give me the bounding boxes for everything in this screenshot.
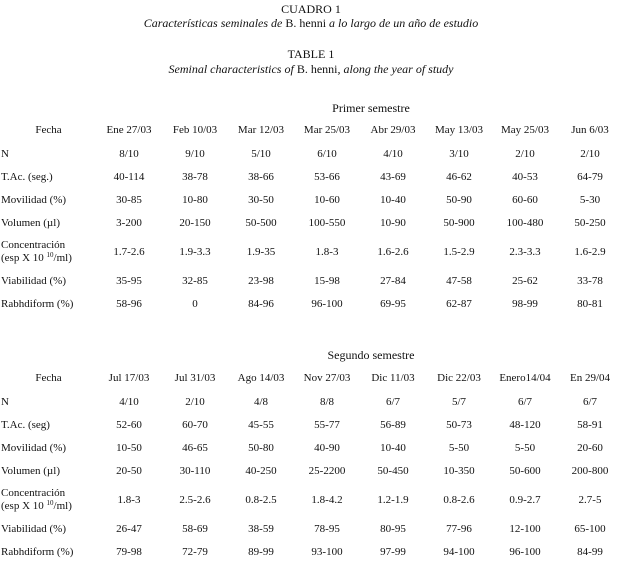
table-cell: 2.3-3.3 — [509, 245, 541, 258]
concentracion-label: Concentración — [1, 238, 66, 251]
table-cell: 30-110 — [179, 464, 211, 477]
row-label: N — [1, 147, 9, 160]
table-cell: 1.8-3 — [117, 493, 141, 506]
table-cell: 10-80 — [182, 193, 208, 206]
table-cell: 0.9-2.7 — [509, 493, 541, 506]
table-cell: 10-40 — [380, 193, 406, 206]
table-cell: 40-53 — [512, 170, 538, 183]
row-label: T.Ac. (seg.) — [1, 170, 53, 183]
table-cell: 33-78 — [577, 274, 603, 287]
date-header: Dic 11/03 — [371, 372, 415, 384]
row-label — [0, 234, 96, 269]
volumen-row — [0, 459, 622, 482]
table-cell: 20-150 — [179, 216, 211, 229]
n-row — [0, 390, 622, 413]
table-cell: 1.9-3.3 — [179, 245, 211, 258]
table-cell: 56-89 — [380, 418, 406, 431]
table-cell: 50-80 — [248, 441, 274, 454]
table-cell: 200-800 — [571, 464, 609, 477]
table-cell: 10-60 — [314, 193, 340, 206]
date-header: Enero14/04 — [499, 372, 551, 384]
table-cell: 12-100 — [509, 522, 541, 535]
table-cell: 47-58 — [446, 274, 472, 287]
table-cell: 100-550 — [308, 216, 346, 229]
table-cell: 2.5-2.6 — [179, 493, 211, 506]
table-cell: 10-40 — [380, 441, 406, 454]
table-cell: 1.9-35 — [246, 245, 276, 258]
table-cell: 84-99 — [577, 545, 603, 558]
viabilidad-row — [0, 517, 622, 540]
date-header: Abr 29/03 — [370, 124, 416, 136]
table-cell: 97-99 — [380, 545, 406, 558]
semester2-title: Segundo semestre — [327, 348, 415, 362]
table-cell: 1.8-3 — [315, 245, 339, 258]
row-label: Movilidad (%) — [1, 441, 67, 454]
table-cell: 25-62 — [512, 274, 538, 287]
n-row — [0, 142, 622, 165]
table-cell: 23-98 — [248, 274, 274, 287]
table-cell: 0.8-2.6 — [443, 493, 475, 506]
row-label: N — [1, 395, 9, 408]
table-cell: 45-55 — [248, 418, 274, 431]
table-cell: 48-120 — [509, 418, 541, 431]
table-cell: 53-66 — [314, 170, 340, 183]
table-cell: 93-100 — [311, 545, 343, 558]
table-cell: 4/10 — [383, 147, 403, 160]
table-cell: 38-59 — [248, 522, 274, 535]
tac-row — [0, 165, 622, 188]
table-cell: 10-50 — [116, 441, 142, 454]
table-cell: 32-85 — [182, 274, 208, 287]
concentracion-unit — [1, 252, 96, 265]
caption-es-species: B. henni — [285, 16, 327, 30]
concentracion-label: Concentración — [1, 486, 66, 499]
table-cell: 5-50 — [514, 441, 536, 454]
table-cell: 60-60 — [512, 193, 538, 206]
caption-es-prefix: Características seminales de — [143, 16, 286, 30]
semester2-table — [0, 366, 622, 563]
table-cell: 58-96 — [116, 297, 142, 310]
table-cell: 40-114 — [113, 170, 145, 183]
row-label: Fecha — [35, 124, 62, 136]
table-cell: 6/7 — [517, 395, 533, 408]
semester1-table — [0, 118, 622, 315]
table-cell: 84-96 — [248, 297, 274, 310]
table-cell: 43-69 — [380, 170, 406, 183]
table-cell: 4/10 — [119, 395, 139, 408]
table-cell: 1.8-4.2 — [311, 493, 343, 506]
date-header: Ago 14/03 — [237, 372, 285, 384]
row-label — [0, 482, 96, 517]
table-cell: 65-100 — [574, 522, 606, 535]
table-cell: 50-250 — [574, 216, 606, 229]
caption-en-species: B. henni — [296, 62, 338, 76]
table-cell: 60-70 — [182, 418, 208, 431]
table-cell: 1.7-2.6 — [113, 245, 145, 258]
table-cell: 35-95 — [116, 274, 142, 287]
date-header: May 25/03 — [501, 124, 549, 136]
table-cell: 38-66 — [248, 170, 274, 183]
table-cell: 55-77 — [314, 418, 340, 431]
concentracion-row — [0, 234, 622, 269]
table-cell: 64-79 — [577, 170, 603, 183]
viabilidad-row — [0, 269, 622, 292]
table-cell: 3/10 — [449, 147, 469, 160]
table-cell: 50-90 — [446, 193, 472, 206]
unit-prefix: (esp X 10 — [1, 499, 47, 512]
table-cell: 50-600 — [509, 464, 541, 477]
table-cell: 9/10 — [185, 147, 205, 160]
table-cell: 50-900 — [443, 216, 475, 229]
semester1-title: Primer semestre — [332, 101, 410, 115]
table-cell: 46-65 — [182, 441, 208, 454]
row-label: Viabilidad (%) — [1, 522, 67, 535]
unit-suffix: /ml) — [53, 499, 72, 512]
table-cell: 89-99 — [248, 545, 274, 558]
table-cell: 2.7-5 — [578, 493, 602, 506]
row-label: Fecha — [35, 372, 62, 384]
table-cell: 52-60 — [116, 418, 142, 431]
table-cell: 50-500 — [245, 216, 277, 229]
table-cell: 8/8 — [319, 395, 335, 408]
row-label: Volumen (µl) — [1, 464, 60, 477]
table-cell: 8/10 — [119, 147, 139, 160]
table-cell: 20-60 — [577, 441, 603, 454]
table-cell: 10-90 — [380, 216, 406, 229]
date-header: En 29/04 — [569, 372, 611, 384]
table-cell: 58-69 — [182, 522, 208, 535]
tac-row — [0, 413, 622, 436]
table-cell: 15-98 — [314, 274, 340, 287]
table-cell: 2/10 — [185, 395, 205, 408]
table-cell: 20-50 — [116, 464, 142, 477]
table-cell: 40-250 — [245, 464, 277, 477]
table-cell: 1.5-2.9 — [443, 245, 475, 258]
table-cell: 26-47 — [116, 522, 142, 535]
table-cell: 100-480 — [506, 216, 544, 229]
table-cell: 27-84 — [380, 274, 406, 287]
table-cell: 96-100 — [509, 545, 541, 558]
table-cell: 98-99 — [512, 297, 538, 310]
caption-es-suffix: a lo largo de un año de estudio — [326, 16, 479, 30]
table-cell: 40-90 — [314, 441, 340, 454]
caption-en-prefix: Seminal characteristics of — [168, 62, 297, 76]
table-cell: 30-50 — [248, 193, 274, 206]
row-label: Rabhdiform (%) — [1, 297, 74, 310]
table-cell: 10-350 — [443, 464, 475, 477]
rabhdiform-row — [0, 540, 622, 563]
table-cell: 6/7 — [582, 395, 598, 408]
concentracion-unit — [1, 500, 96, 513]
row-label: Rabhdiform (%) — [1, 545, 74, 558]
date-header: Nov 27/03 — [303, 372, 351, 384]
rabhdiform-row — [0, 292, 622, 315]
row-label: Movilidad (%) — [1, 193, 67, 206]
table-cell: 50-73 — [446, 418, 472, 431]
table-cell: 5-30 — [579, 193, 601, 206]
table-cell: 5-50 — [448, 441, 470, 454]
table-cell: 96-100 — [311, 297, 343, 310]
table-cell: 58-91 — [577, 418, 603, 431]
table-cell: 6/10 — [317, 147, 337, 160]
caption-text-en — [0, 62, 622, 76]
date-row — [0, 118, 622, 142]
date-header: Jul 31/03 — [174, 372, 216, 384]
table-cell: 0 — [192, 297, 198, 310]
unit-suffix: /ml) — [53, 251, 72, 264]
date-header: Mar 12/03 — [237, 124, 285, 136]
movilidad-row — [0, 188, 622, 211]
table-cell: 69-95 — [380, 297, 406, 310]
table-cell: 2/10 — [515, 147, 535, 160]
row-label: Viabilidad (%) — [1, 274, 67, 287]
table-cell: 94-100 — [443, 545, 475, 558]
semester1-body — [0, 118, 622, 315]
table-cell: 77-96 — [446, 522, 472, 535]
date-header: Mar 25/03 — [303, 124, 351, 136]
table-cell: 50-450 — [377, 464, 409, 477]
semester2-body — [0, 366, 622, 563]
date-header: Jun 6/03 — [571, 124, 609, 136]
caption-en-suffix: , along the year of study — [337, 62, 454, 76]
caption-label-es: CUADRO 1 — [281, 2, 341, 16]
unit-prefix: (esp X 10 — [1, 251, 47, 264]
table-cell: 30-85 — [116, 193, 142, 206]
row-label: Volumen (µl) — [1, 216, 60, 229]
table-cell: 79-98 — [116, 545, 142, 558]
unit-exponent: 10 — [46, 498, 54, 507]
caption-label-en: TABLE 1 — [287, 47, 335, 61]
table-cell: 3-200 — [116, 216, 142, 229]
table-cell: 80-81 — [577, 297, 603, 310]
table-cell: 25-2200 — [308, 464, 346, 477]
date-header: Feb 10/03 — [172, 124, 218, 136]
table-cell: 46-62 — [446, 170, 472, 183]
table-cell: 62-87 — [446, 297, 472, 310]
caption-text-es — [0, 16, 622, 30]
date-row — [0, 366, 622, 390]
table-cell: 38-78 — [182, 170, 208, 183]
table-cell: 2/10 — [580, 147, 600, 160]
movilidad-row — [0, 436, 622, 459]
table-cell: 80-95 — [380, 522, 406, 535]
concentracion-row — [0, 482, 622, 517]
table-cell: 0.8-2.5 — [245, 493, 277, 506]
table-cell: 6/7 — [385, 395, 401, 408]
table-cell: 1.6-2.9 — [574, 245, 606, 258]
table-cell: 72-79 — [182, 545, 208, 558]
table-cell: 1.6-2.6 — [377, 245, 409, 258]
volumen-row — [0, 211, 622, 234]
table-cell: 78-95 — [314, 522, 340, 535]
table-cell: 1.2-1.9 — [377, 493, 409, 506]
table-cell: 5/10 — [251, 147, 271, 160]
date-header: Jul 17/03 — [108, 372, 150, 384]
date-header: Dic 22/03 — [437, 372, 481, 384]
row-label: T.Ac. (seg) — [1, 418, 50, 431]
unit-exponent: 10 — [46, 250, 54, 259]
table-cell: 4/8 — [253, 395, 269, 408]
date-header: May 13/03 — [435, 124, 483, 136]
date-header: Ene 27/03 — [106, 124, 152, 136]
table-cell: 5/7 — [451, 395, 467, 408]
